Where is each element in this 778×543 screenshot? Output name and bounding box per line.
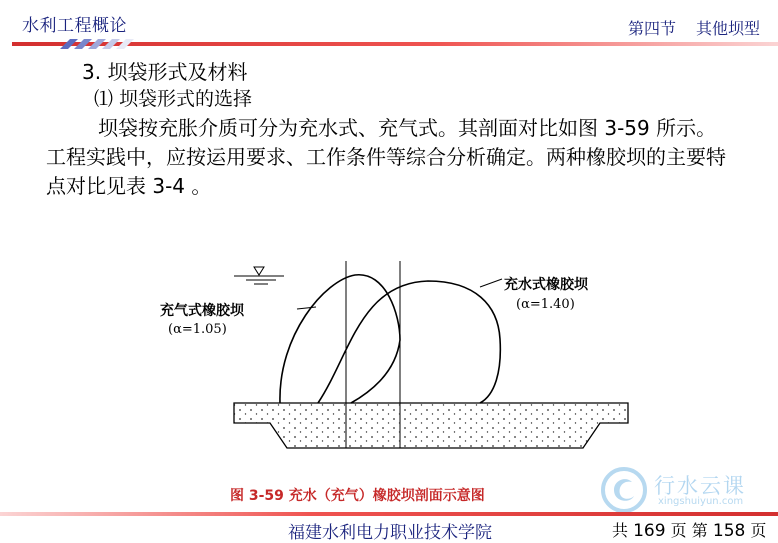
footer-school: 福建水利电力职业技术学院 <box>288 523 492 543</box>
sub-heading: ⑴ 坝袋形式的选择 <box>94 88 253 110</box>
watermark-url: xingshuiyun.com <box>658 496 744 507</box>
section-heading: 3. 坝袋形式及材料 <box>82 60 248 84</box>
paragraph-text: 坝袋按充胀介质可分为充水式、充气式。其剖面对比如图 3-59 所示。工程实践中，应按运用要求、工作条件等综合分析确定。两种橡胶坝的主要特点对比见表 3-4 。 <box>46 116 726 198</box>
body-paragraph <box>46 114 736 201</box>
watermark-logo-icon <box>600 466 648 514</box>
header-divider <box>0 39 778 49</box>
water-filled-dam-profile <box>318 281 500 403</box>
page-indicator <box>612 518 766 541</box>
total-prefix: 共 <box>612 521 629 540</box>
water-dam-label: 充水式橡胶坝 <box>504 277 588 293</box>
air-dam-param: (α=1.05) <box>168 322 227 337</box>
current-page: 158 <box>712 521 746 541</box>
water-dam-param: (α=1.40) <box>516 297 575 312</box>
water-level-icon <box>234 267 284 284</box>
current-suffix: 页 <box>750 521 767 540</box>
figure-caption: 图 3-59 充水（充气）橡胶坝剖面示意图 <box>230 488 485 504</box>
total-pages: 169 <box>633 521 666 541</box>
air-dam-label: 充气式橡胶坝 <box>160 303 244 319</box>
section-number: 第四节 <box>627 19 676 38</box>
footer-divider <box>0 510 778 518</box>
air-filled-dam-profile <box>280 275 400 403</box>
course-title: 水利工程概论 <box>22 16 127 36</box>
foundation-slab <box>234 403 628 448</box>
current-prefix: 第 <box>691 521 708 540</box>
section-topic: 其他坝型 <box>695 19 760 38</box>
watermark-name: 行水云课 <box>654 474 746 498</box>
watermark <box>600 466 778 514</box>
rubber-dam-diagram <box>150 255 640 480</box>
section-title <box>628 16 760 39</box>
total-suffix: 页 <box>670 521 687 540</box>
